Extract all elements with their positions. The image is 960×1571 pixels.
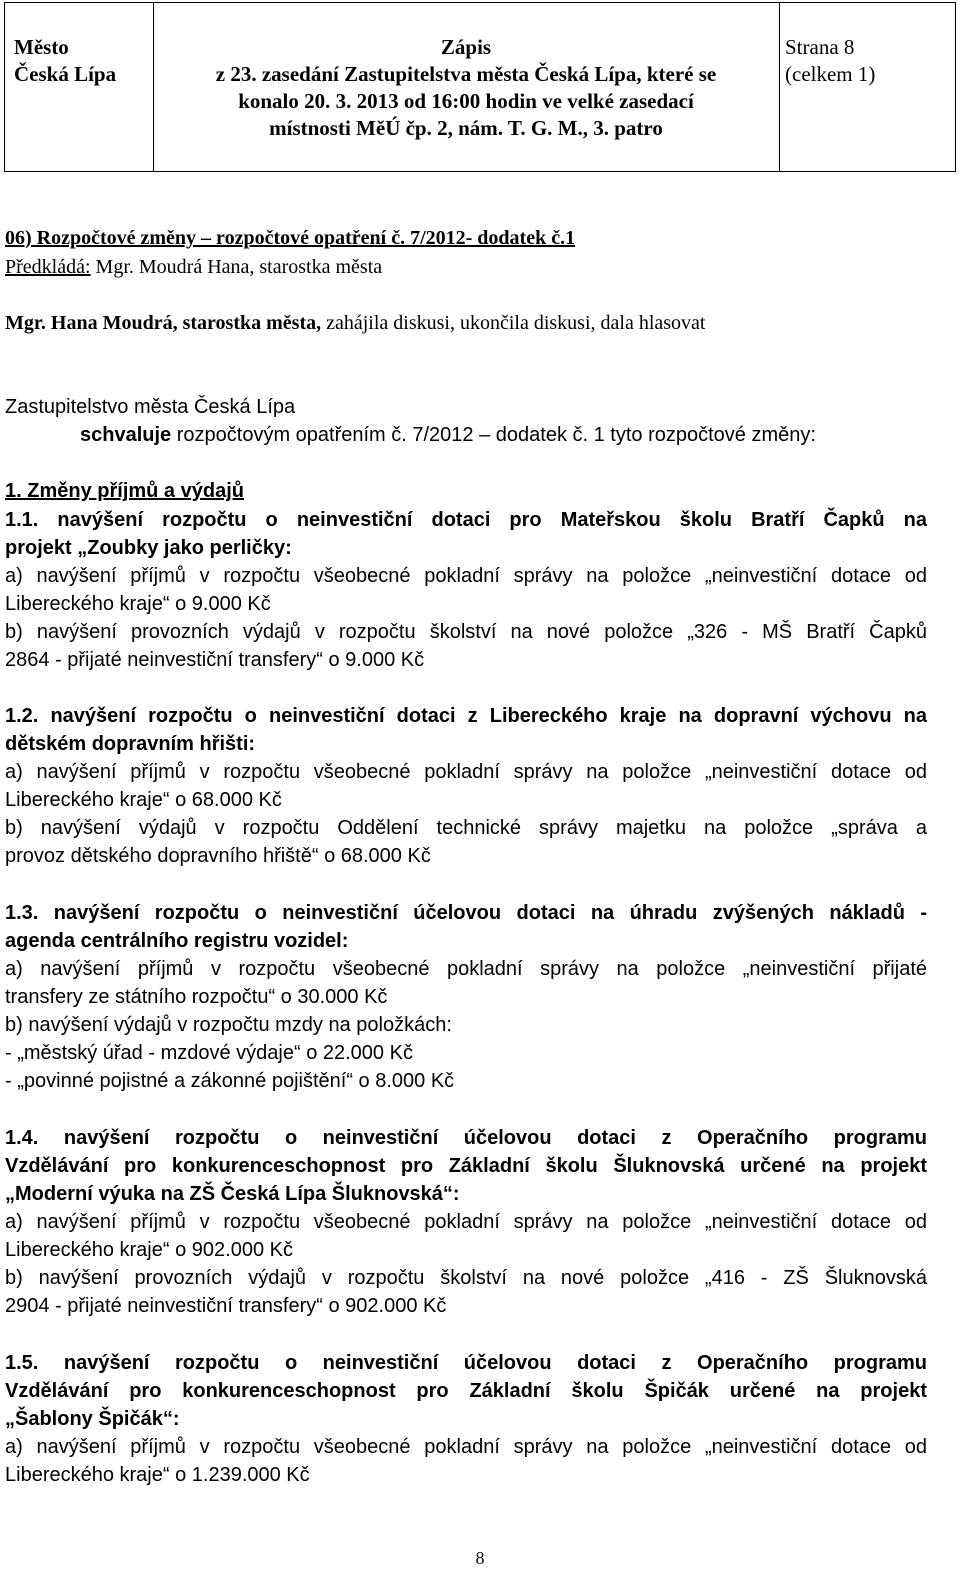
item-1-5-title-cont: Vzdělávání pro konkurenceschopnost pro Základní školu Špičák určené na projekt (5, 1380, 927, 1402)
item-1-2-a: a) navýšení příjmů v rozpočtu všeobecné pokladní správy na položce „neinvestiční dotace od (5, 761, 927, 783)
page-number: 8 (475, 1548, 485, 1568)
header-title-line4: místnosti MěÚ čp. 2, nám. T. G. M., 3. patro (269, 116, 663, 140)
item-1-5-title: 1.5. navýšení rozpočtu o neinvestiční účelovou dotaci z Operačního programu (5, 1352, 927, 1374)
item-1-3-a: a) navýšení příjmů v rozpočtu všeobecné pokladní správy na položce „neinvestiční přijaté (5, 958, 927, 980)
header-page-number: Strana 8 (785, 35, 855, 59)
item-1-3-title-cont: agenda centrálního registru vozidel: (5, 930, 349, 952)
header-city-line2: Česká Lípa (14, 62, 117, 86)
item-1-1-b-cont: 2864 - přijaté neinvestiční transfery“ o 9.000 Kč (5, 649, 425, 671)
header-title-line2: z 23. zasedání Zastupitelstva města Česká Lípa, které se (215, 62, 717, 86)
discussion-text: zahájila diskusi, ukončila diskusi, dala hlasovat (321, 312, 706, 334)
item-1-5-title-cont2: „Šablony Špičák“: (5, 1408, 180, 1430)
resolution-body: Zastupitelstvo města Česká Lípa (5, 396, 296, 418)
discussion-speaker: Mgr. Hana Moudrá, starostka města, (5, 312, 322, 334)
item-1-2-a-cont: Libereckého kraje“ o 68.000 Kč (5, 789, 282, 811)
item-1-5-a-cont: Libereckého kraje“ o 1.239.000 Kč (5, 1464, 310, 1486)
item-1-5-a: a) navýšení příjmů v rozpočtu všeobecné pokladní správy na položce „neinvestiční dotace od (5, 1436, 927, 1458)
header-page-cell (780, 3, 956, 171)
item-1-1-a-cont: Libereckého kraje“ o 9.000 Kč (5, 593, 271, 615)
item-1-4-a: a) navýšení příjmů v rozpočtu všeobecné pokladní správy na položce „neinvestiční dotace od (5, 1211, 927, 1233)
item-1-1-title: 1.1. navýšení rozpočtu o neinvestiční dotaci pro Mateřskou školu Bratří Čapků na (5, 509, 927, 531)
item-1-3-b-1: - „městský úřad - mzdové výdaje“ o 22.000 Kč (5, 1042, 413, 1064)
item-1-4-title: 1.4. navýšení rozpočtu o neinvestiční účelovou dotaci z Operačního programu (5, 1127, 927, 1149)
header-title-line3: konalo 20. 3. 2013 od 16:00 hodin ve velké zasedací (238, 89, 694, 113)
header-page-total: (celkem 1) (785, 62, 876, 86)
item-1-3-b: b) navýšení výdajů v rozpočtu mzdy na položkách: (5, 1014, 452, 1036)
item-1-4-b: b) navýšení provozních výdajů v rozpočtu školství na nové položce „416 - ZŠ Šluknovská (5, 1267, 927, 1289)
document-header (4, 2, 956, 172)
presenter-line (5, 255, 927, 279)
item-1-3-title: 1.3. navýšení rozpočtu o neinvestiční účelovou dotaci na úhradu zvýšených nákladů - (5, 902, 927, 924)
item-1-2-title: 1.2. navýšení rozpočtu o neinvestiční dotaci z Libereckého kraje na dopravní výchovu na (5, 705, 927, 727)
resolution-line (80, 423, 960, 447)
item-1-4-a-cont: Libereckého kraje“ o 902.000 Kč (5, 1239, 293, 1261)
agenda-heading: 06) Rozpočtové změny – rozpočtové opatření č. 7/2012- dodatek č.1 (5, 227, 576, 249)
item-1-2-b: b) navýšení výdajů v rozpočtu Oddělení technické správy majetku na položce „správa a (5, 817, 927, 839)
item-1-3-a-cont: transfery ze státního rozpočtu“ o 30.000 Kč (5, 986, 388, 1008)
item-1-2-b-cont: provoz dětského dopravního hřiště“ o 68.000 Kč (5, 845, 431, 867)
item-1-3-b-2: - „povinné pojistné a zákonné pojištění“ o 8.000 Kč (5, 1070, 455, 1092)
header-city-line1: Město (14, 35, 69, 59)
item-1-1-b: b) navýšení provozních výdajů v rozpočtu školství na nové položce „326 - MŠ Bratří Čapků (5, 621, 927, 643)
item-1-4-b-cont: 2904 - přijaté neinvestiční transfery“ o 902.000 Kč (5, 1295, 447, 1317)
header-title: Zápis (440, 35, 492, 59)
discussion-line (5, 311, 927, 335)
item-1-1-title-cont: projekt „Zoubky jako perličky: (5, 537, 292, 559)
item-1-4-title-cont2: „Moderní výuka na ZŠ Česká Lípa Šluknovská“: (5, 1183, 460, 1205)
resolution-verb: schvaluje (80, 424, 172, 446)
item-1-2-title-cont: dětském dopravním hřišti: (5, 733, 256, 755)
resolution-text: rozpočtovým opatřením č. 7/2012 – dodatek č. 1 tyto rozpočtové změny: (171, 424, 816, 446)
header-city-cell (5, 3, 154, 171)
presenter-name: Mgr. Moudrá Hana, starostka města (90, 256, 383, 278)
item-1-4-title-cont: Vzdělávání pro konkurenceschopnost pro Základní školu Šluknovská určené na projekt (5, 1155, 927, 1177)
presenter-label: Předkládá: (5, 256, 91, 278)
item-1-1-a: a) navýšení příjmů v rozpočtu všeobecné pokladní správy na položce „neinvestiční dotace od (5, 565, 927, 587)
header-title-cell (153, 3, 780, 171)
section-title: 1. Změny příjmů a výdajů (5, 480, 244, 502)
